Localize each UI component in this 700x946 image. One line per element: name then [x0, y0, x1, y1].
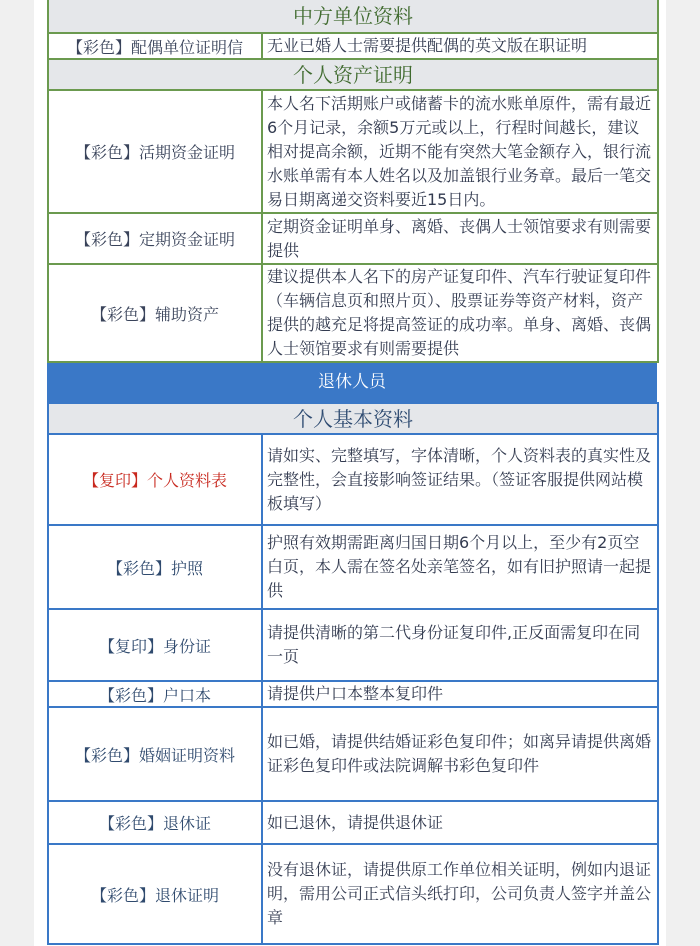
doc-label-marriage-certificate: 【彩色】婚姻证明资料: [48, 707, 262, 801]
doc-desc-personal-info-form: 请如实、完整填写，字体清晰，个人资料表的真实性及完整性，会直接影响签证结果。（签证客服提供网站模板填写）: [262, 434, 658, 525]
doc-desc-household-register: 请提供户口本整本复印件: [262, 681, 658, 707]
doc-desc-fixed-deposit: 定期资金证明单身、离婚、丧偶人士领馆要求有则需要提供: [262, 213, 658, 264]
doc-label-retirement-card: 【彩色】退休证: [48, 801, 262, 844]
retiree-section-banner: 退休人员: [47, 363, 657, 402]
doc-label-passport: 【彩色】护照: [48, 525, 262, 609]
doc-label-spouse-employer-letter: 【彩色】配偶单位证明信: [48, 33, 262, 59]
doc-label-fixed-deposit: 【彩色】定期资金证明: [48, 213, 262, 264]
page-margin-left: [0, 0, 34, 946]
section-header-personal-assets: 个人资产证明: [48, 59, 658, 90]
doc-label-household-register: 【彩色】户口本: [48, 681, 262, 707]
doc-label-personal-info-form: 【复印】个人资料表: [48, 434, 262, 525]
doc-desc-passport: 护照有效期需距离归国日期6个月以上，至少有2页空白页，本人需在签名处亲笔签名，如有旧护照请一起提供: [262, 525, 658, 609]
section-header-employer: 中方单位资料: [48, 0, 658, 33]
doc-desc-id-card: 请提供清晰的第二代身份证复印件,正反面需复印在同一页: [262, 609, 658, 681]
doc-label-id-card: 【复印】身份证: [48, 609, 262, 681]
page-margin-right: [666, 0, 700, 946]
doc-label-auxiliary-assets: 【彩色】辅助资产: [48, 264, 262, 362]
doc-desc-spouse-employer-letter: 无业已婚人士需要提供配偶的英文版在职证明: [262, 33, 658, 59]
doc-desc-retirement-card: 如已退休，请提供退休证: [262, 801, 658, 844]
doc-label-demand-deposit: 【彩色】活期资金证明: [48, 90, 262, 213]
doc-label-retirement-proof: 【彩色】退休证明: [48, 844, 262, 944]
section-header-basic-info: 个人基本资料: [48, 403, 658, 434]
doc-desc-demand-deposit: 本人名下活期账户或储蓄卡的流水账单原件，需有最近6个月记录，余额5万元或以上，行程时间越长，建议相对提高余额，近期不能有突然大笔金额存入，银行流水账单需有本人姓名以及加盖银行业务章。最后一笔交易日期离递交资料要近15日内。: [262, 90, 658, 213]
doc-desc-marriage-certificate: 如已婚，请提供结婚证彩色复印件；如离异请提供离婚证彩色复印件或法院调解书彩色复印件: [262, 707, 658, 801]
doc-desc-auxiliary-assets: 建议提供本人名下的房产证复印件、汽车行驶证复印件（车辆信息页和照片页）、股票证券等资产材料，资产提供的越充足将提高签证的成功率。单身、离婚、丧偶人士领馆要求有则需要提供: [262, 264, 658, 362]
retiree-basic-info-table: [47, 402, 659, 945]
employer-and-assets-table: [47, 0, 659, 363]
doc-desc-retirement-proof: 没有退休证，请提供原工作单位相关证明，例如内退证明，需用公司正式信头纸打印，公司负责人签字并盖公章: [262, 844, 658, 944]
